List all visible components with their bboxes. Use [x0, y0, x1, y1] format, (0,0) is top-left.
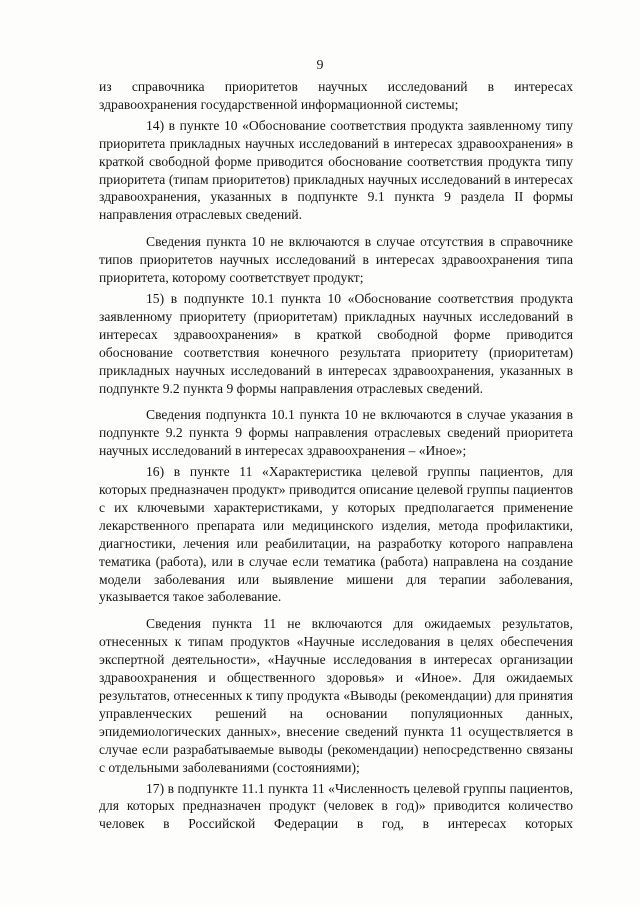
paragraph: 16) в пункте 11 «Характеристика целевой группы пациентов, для которых предназначен продукт» приводится описание целевой группы пациентов с их ключевыми характеристиками, у которых предполагается применение лекарственного препарата или медицинского изделия, метода профилактики, диагностики, лечения или реабилитации, на разработку которого направлена тематика (работа), или в случае если тематика (работа) направлена на создание модели заболевания или выявление мишени для терапии заболевания, указывается такое заболевание.: [99, 464, 573, 605]
paragraph: 17) в подпункте 11.1 пункта 11 «Численность целевой группы пациентов, для которых предназначен продукт (человек в год)» приводится количество человек в Российской Федерации в год, в интересах которых: [99, 780, 573, 832]
paragraph: Сведения пункта 11 не включаются для ожидаемых результатов, отнесенных к типам продуктов «Научные исследования в целях обеспечения экспертной деятельности», «Научные исследования в интересах организации здравоохранения и общественного здоровья» и «Иное». Для ожидаемых результатов, отнесенных к типу продукта «Выводы (рекомендации) для принятия управленческих решений на основании популяционных данных, эпидемиологических данных», внесение сведений пункта 11 осуществляется в случае если разрабатываемые выводы (рекомендации) непосредственно связаны с отдельными заболеваниями (состояниями);: [99, 616, 573, 775]
paragraph: Сведения пункта 10 не включаются в случае отсутствия в справочнике типов приоритетов научных исследований в интересах здравоохранения типа приоритета, которому соответствует продукт;: [99, 234, 573, 286]
paragraph: Сведения подпункта 10.1 пункта 10 не включаются в случае указания в подпункте 9.2 пункта 9 формы направления отраслевых сведений приоритета научных исследований в интересах здравоохранения – «Иное»;: [99, 407, 573, 459]
paragraph: 14) в пункте 10 «Обоснование соответствия продукта заявленному типу приоритета прикладных научных исследований в интересах здравоохранения» в краткой свободной форме приводится обоснование соответствия продукта типу приоритета (типам приоритетов) прикладных научных исследований в интересах здравоохранения, указанных в подпункте 9.1 пункта 9 раздела II формы направления отраслевых сведений.: [99, 117, 573, 223]
paragraph: 15) в подпункте 10.1 пункта 10 «Обоснование соответствия продукта заявленному приоритету (приоритетам) прикладных научных исследований в интересах здравоохранения» в краткой свободной форме приводится обоснование соответствия конечного результата приоритету (приоритетам) прикладных научных исследований в интересах здравоохранения, указанных в подпункте 9.2 пункта 9 формы направления отраслевых сведений.: [99, 290, 573, 396]
document-body: [99, 78, 573, 833]
page-number: 9: [316, 58, 324, 73]
paragraph: из справочника приоритетов научных исследований в интересах здравоохранения государственной информационной системы;: [99, 79, 573, 112]
